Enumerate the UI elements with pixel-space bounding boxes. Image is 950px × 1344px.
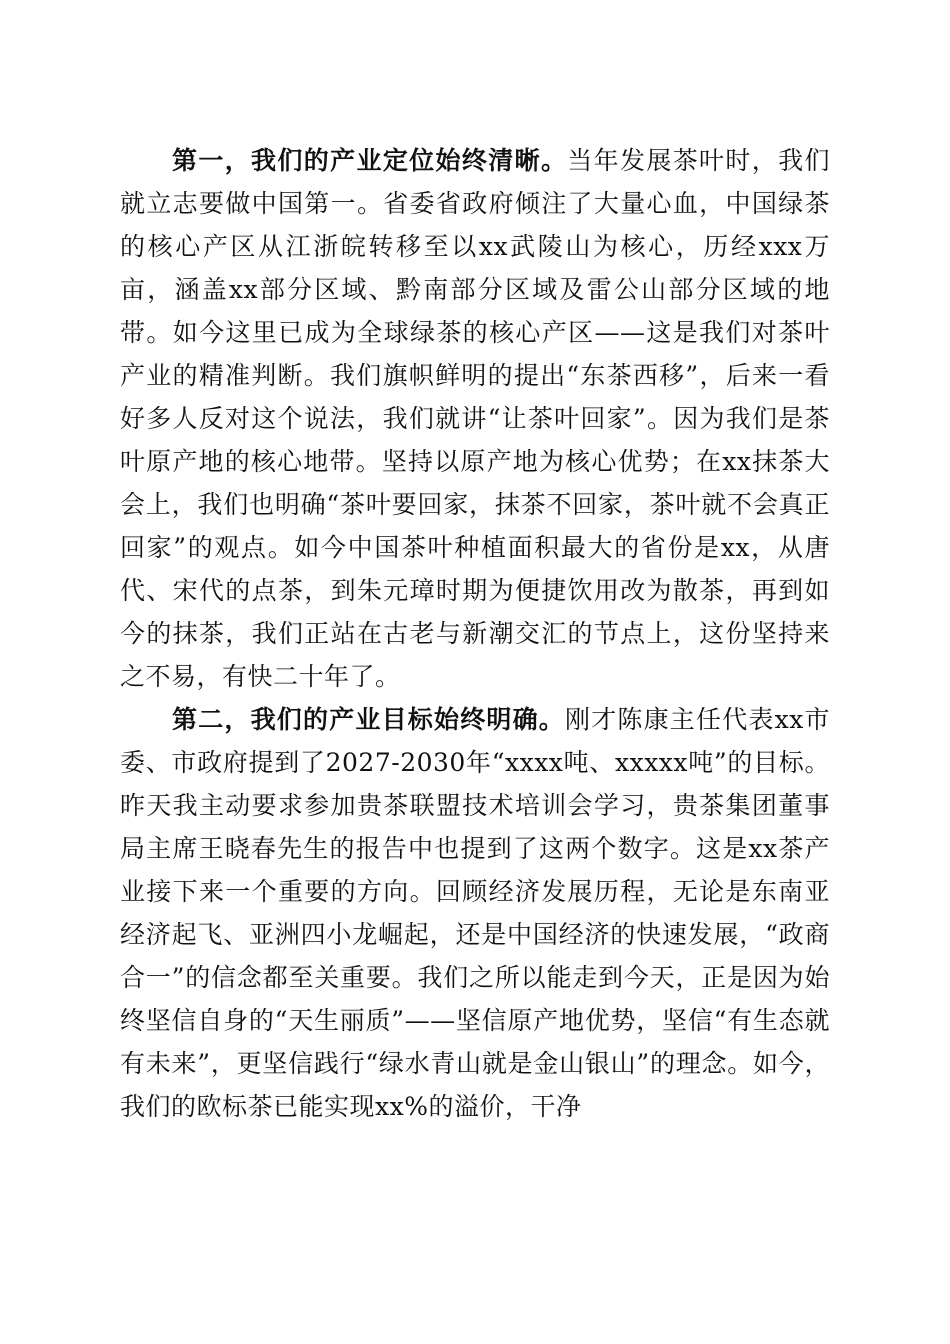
paragraph-2 [120,698,830,1128]
paragraph-2-text: 刚才陈康主任代表xx市委、市政府提到了2027-2030年“xxxx吨、xxxxx吨”的目标。昨天我主动要求参加贵茶联盟技术培训会学习，贵茶集团董事局主席王晓春先生的报告中也提到了这两个数字。这是xx茶产业接下来一个重要的方向。回顾经济发展历程，无论是东南亚经济起飞、亚洲四小龙崛起，还是中国经济的快速发展，“政商合一”的信念都至关重要。我们之所以能走到今天，正是因为始终坚信自身的“天生丽质”——坚信原产地优势，坚信“有生态就有未来”，更坚信践行“绿水青山就是金山银山”的理念。如今，我们的欧标茶已能实现xx%的溢价，干净 [120,705,830,1121]
paragraph-1-heading: 第一，我们的产业定位始终清晰。 [172,146,568,175]
paragraph-1-text: 当年发展茶叶时，我们就立志要做中国第一。省委省政府倾注了大量心血，中国绿茶的核心产区从江浙皖转移至以xx武陵山为核心，历经xxx万亩，涵盖xx部分区域、黔南部分区域及雷公山部分区域的地带。如今这里已成为全球绿茶的核心产区——这是我们对茶叶产业的精准判断。我们旗帜鲜明的提出“东茶西移”，后来一看好多人反对这个说法，我们就讲“让茶叶回家”。因为我们是茶叶原产地的核心地带。坚持以原产地为核心优势；在xx抹茶大会上，我们也明确“茶叶要回家，抹茶不回家，茶叶就不会真正回家”的观点。如今中国茶叶种植面积最大的省份是xx，从唐代、宋代的点茶，到朱元璋时期为便捷饮用改为散茶，再到如今的抹茶，我们正站在古老与新潮交汇的节点上，这份坚持来之不易，有快二十年了。 [120,146,830,691]
paragraph-1 [120,139,830,698]
document-body [120,139,830,1128]
paragraph-2-heading: 第二，我们的产业目标始终明确。 [172,705,565,734]
